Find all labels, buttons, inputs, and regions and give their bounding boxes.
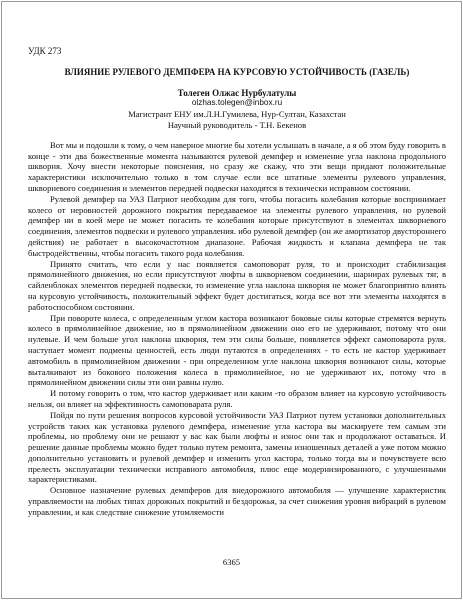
udk-code: УДК 273: [28, 46, 62, 56]
body-paragraph-4: При повороте колеса, с определенным углом кастора возникают боковые силы которые стремятся вернуть колесо в прямолинейное движение, но в прямолинейном движении оно его не удерживают, потому что они нулевые. И чем больше угол наклона шкворня, тем эти силы больше, появляется эффект самоповарота руля. наступает момент подмены ценностей, есть люди путаются в определениях - то есть не кастор удерживает автомобиль в прямолинейном движении - при определенном угле наклона шкворня возникают силы, которые выталкивают из бокового положения колеса в прямолинейное, но не удерживают их, потому что в прямолинейном движении силы эти они равны нулю.: [28, 312, 446, 388]
article-title: ВЛИЯНИЕ РУЛЕВОГО ДЕМПФЕРА НА КУРСОВУЮ УСТОЙЧИВОСТЬ (ГАЗЕЛЬ): [64, 66, 410, 77]
body-paragraph-1: Вот мы и подошли к тому, о чем наверное многие бы хотели услышать в начале, а я об этом буду говорить в конце - эти два божественные момента называются рулевой демпфер и изменение угла наклона продольного шкворня. Хочу внести некоторые пояснения, но сразу же скажу, что эти вещи придают положительные характеристики исключительно только в том случае если все штатные элементы рулевого управления, шкворневого соединения и элементов передней подвески находятся в технически исправном состоянии.: [28, 139, 446, 193]
author-affiliation: Магистрант ЕНУ им.Л.Н.Гумилева, Нур-Султан, Казахстан: [128, 109, 346, 120]
scientific-supervisor: Научный руководитель - Т.Н. Бекенов: [167, 119, 307, 130]
body-paragraph-6: Пойдя по пути решения вопросов курсовой устойчивости УАЗ Патриот путем установки дополнительных устройств таких как установка рулевого демпфера, изменение угла кастора вы маскируете тем самым эти проблемы, но проблему они не решают у вас как были люфты и износ они так и продолжают оставаться. И решение данные проблемы можно будет только путем ремонта, замены изношенных деталей а уже потом можно дополнительно установить и рулевой демпфер и изменить угол кастора, только тогда вы и почувствуете всю прелесть эксплуатации технически исправного автомобиля, плюс еще модернизированного, с улучшенными характеристиками.: [28, 409, 446, 485]
body-paragraph-5: И потому говорить о том, что кастор удерживает или каким -то образом влияет на курсовую устойчивость нельзя, он влияет на эффективность самоповарата руля.: [28, 388, 446, 409]
body-paragraph-7: Основное назначение рулевых демпферов для внедорожного автомобиля — улучшение характеристик управляемости на любых типах дорожных покрытий и бездорожья, за счет снижения уровня вибраций в рулевом управлении, и как следствие снижение утомляемости: [28, 485, 446, 517]
page-content: [28, 46, 446, 518]
spacer: [28, 131, 446, 140]
author-name: Толеген Олжас Нурбулатулы: [177, 87, 297, 98]
document-page: [1, 1, 462, 599]
page-number: 6365: [222, 557, 241, 567]
body-paragraph-2: Рулевой демпфер на УАЗ Патриот необходим для того, чтобы погасить колебания которые воспринимает колесо от неровностей дорожного покрытия передаваемое на элементы рулевого управления, но рулевой демпфер ни в коей мере не может погасить те колебания которые присутствуют в элементах шкворневого соединения, элементов подвески и рулевого управления. ибо рулевой демпфер (он же амортизатор двустороннего действия) не работает в высокочастотном диапазоне. Рабочая жидкость и клапана демпфера не так быстродейственны, чтобы погасить такого рода колебания.: [28, 193, 446, 258]
author-email: olzhas.tolegen@inbox.ru: [191, 98, 283, 108]
body-paragraph-3: Принято считать, что если у нас появляется самоповорат руля, то и происходит стабилизация прямолинейного движения, но если присутствуют люфты в шкворневом соединении, шарнирах рулевых тяг, в сайленблоках элементов передней подвески, то изменение угла наклона шкворня не может благоприятно влиять на курсовую устойчивость, положительный эффект будет достигаться, когда все вот эти элементы находятся в работоспособном состоянии.: [28, 258, 446, 312]
